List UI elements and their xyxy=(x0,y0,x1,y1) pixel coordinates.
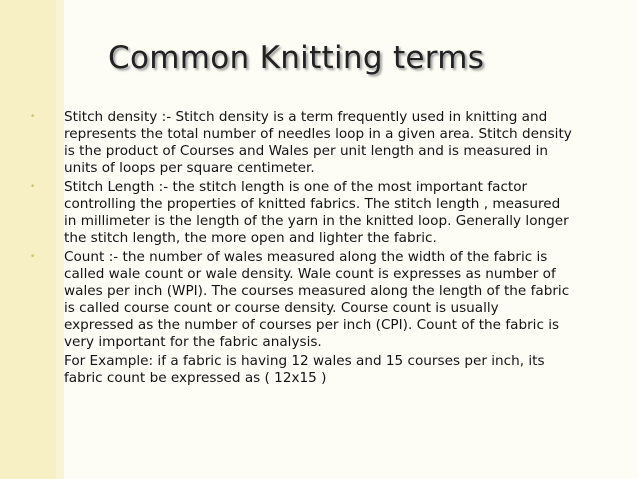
text-line: called wale count or wale density. Wale count is expresses as number of xyxy=(64,266,556,282)
bullet-icon: • xyxy=(30,252,36,262)
bullet-icon: • xyxy=(30,182,36,192)
slide-title: Common Knitting terms xyxy=(108,40,485,76)
text-line: units of loops per square centimeter. xyxy=(64,160,315,176)
bullet-icon: • xyxy=(30,112,36,122)
list-item-stitch-length xyxy=(26,179,606,247)
text-line: very important for the fabric analysis. xyxy=(64,334,322,350)
text-line: the stitch length, the more open and lighter the fabric. xyxy=(64,230,437,246)
list-item-stitch-density xyxy=(26,109,606,177)
text-line: represents the total number of needles loop in a given area. Stitch density xyxy=(64,126,572,142)
list-item-example xyxy=(26,353,606,387)
text-line: in millimeter is the length of the yarn in the knitted loop. Generally longer xyxy=(64,213,569,229)
text-line: wales per inch (WPI). The courses measured along the length of the fabric xyxy=(64,283,570,299)
text-line: is the product of Courses and Wales per unit length and is measured in xyxy=(64,143,548,159)
text-line: Stitch Length :- the stitch length is one of the most important factor xyxy=(64,179,528,195)
text-line: Stitch density :- Stitch density is a term frequently used in knitting and xyxy=(64,109,548,125)
list-item-count xyxy=(26,249,606,351)
text-line: Count :- the number of wales measured along the width of the fabric is xyxy=(64,249,548,265)
text-line: controlling the properties of knitted fabrics. The stitch length , measured xyxy=(64,196,561,212)
bullet-list xyxy=(26,109,606,389)
text-line: expressed as the number of courses per inch (CPI). Count of the fabric is xyxy=(64,317,560,333)
text-line: fabric count be expressed as ( 12x15 ) xyxy=(64,370,327,386)
text-line: For Example: if a fabric is having 12 wales and 15 courses per inch, its xyxy=(64,353,545,369)
text-line: is called course count or course density. Course count is usually xyxy=(64,300,499,316)
